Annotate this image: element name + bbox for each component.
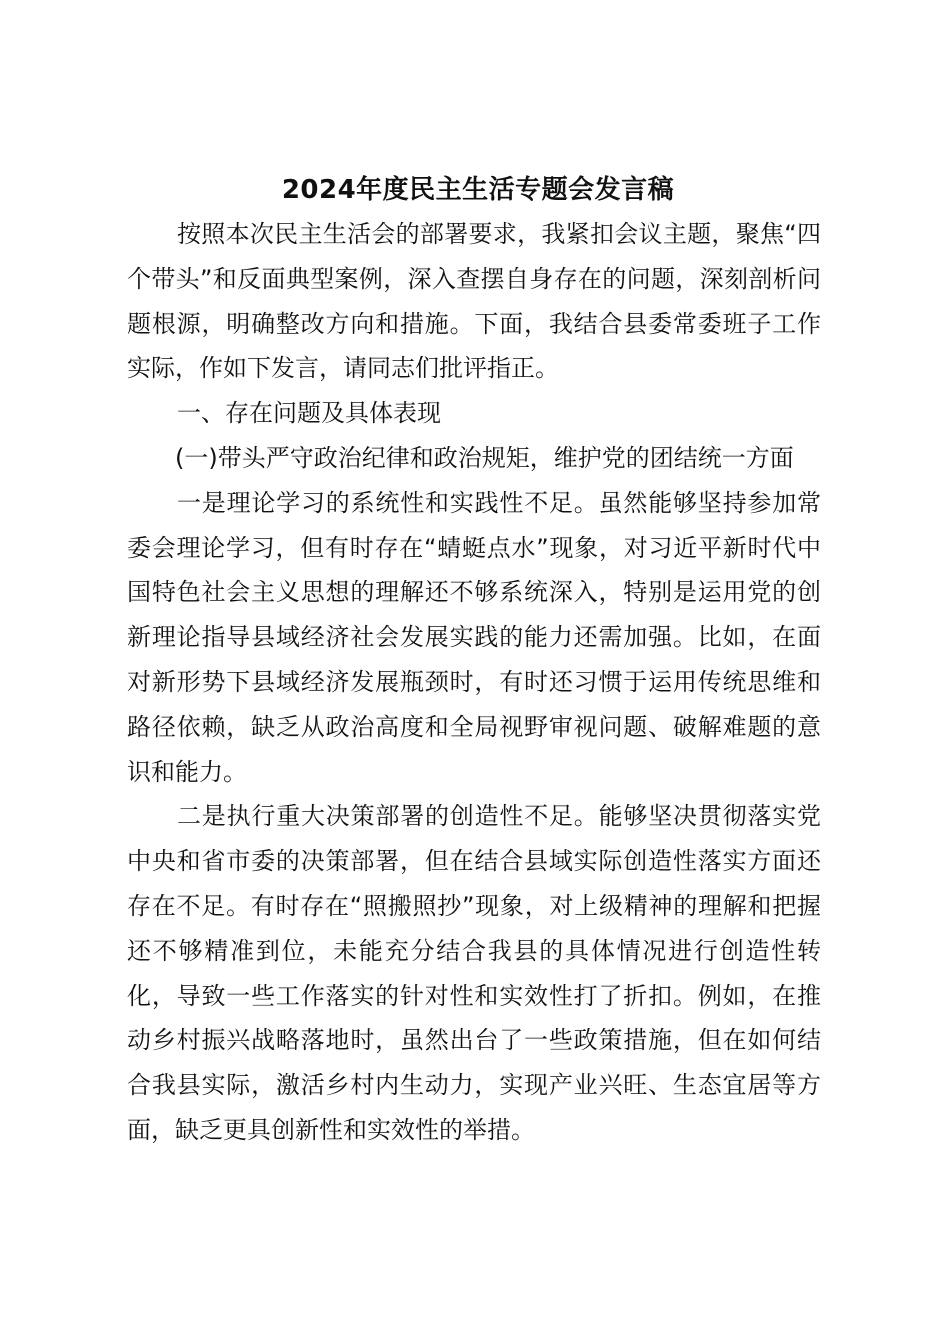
intro-paragraph: 按照本次民主生活会的部署要求，我紧扣会议主题，聚焦“四个带头”和反面典型案例，深入查摆自身存在的问题，深刻剖析问题根源，明确整改方向和措施。下面，我结合县委常委班子工作实际，作如下发言，请同志们批评指正。 xyxy=(127,220,821,383)
point-one-paragraph: 一是理论学习的系统性和实践性不足。虽然能够坚持参加常委会理论学习，但有时存在“蜻蜓点水”现象，对习近平新时代中国特色社会主义思想的理解还不够系统深入，特别是运用党的创新理论指导县域经济社会发展实践的能力还需加强。比如，在面对新形势下县域经济发展瓶颈时，有时还习惯于运用传统思维和路径依赖，缺乏从政治高度和全局视野审视问题、破解难题的意识和能力。 xyxy=(127,488,821,786)
point-two-paragraph: 二是执行重大决策部署的创造性不足。能够坚决贯彻落实党中央和省市委的决策部署，但在结合县域实际创造性落实方面还存在不足。有时存在“照搬照抄”现象，对上级精神的理解和把握还不够精准到位，未能充分结合我县的具体情况进行创造性转化，导致一些工作落实的针对性和实效性打了折扣。例如，在推动乡村振兴战略落地时，虽然出台了一些政策措施，但在如何结合我县实际，激活乡村内生动力，实现产业兴旺、生态宜居等方面，缺乏更具创新性和实效性的举措。 xyxy=(127,802,821,1144)
section-heading: 一、存在问题及具体表现 xyxy=(177,399,441,428)
subsection-heading: (一)带头严守政治纪律和政治规矩，维护党的团结统一方面 xyxy=(175,443,794,472)
document-title: 2024年度民主生活专题会发言稿 xyxy=(281,175,675,205)
document-page xyxy=(127,168,821,1153)
